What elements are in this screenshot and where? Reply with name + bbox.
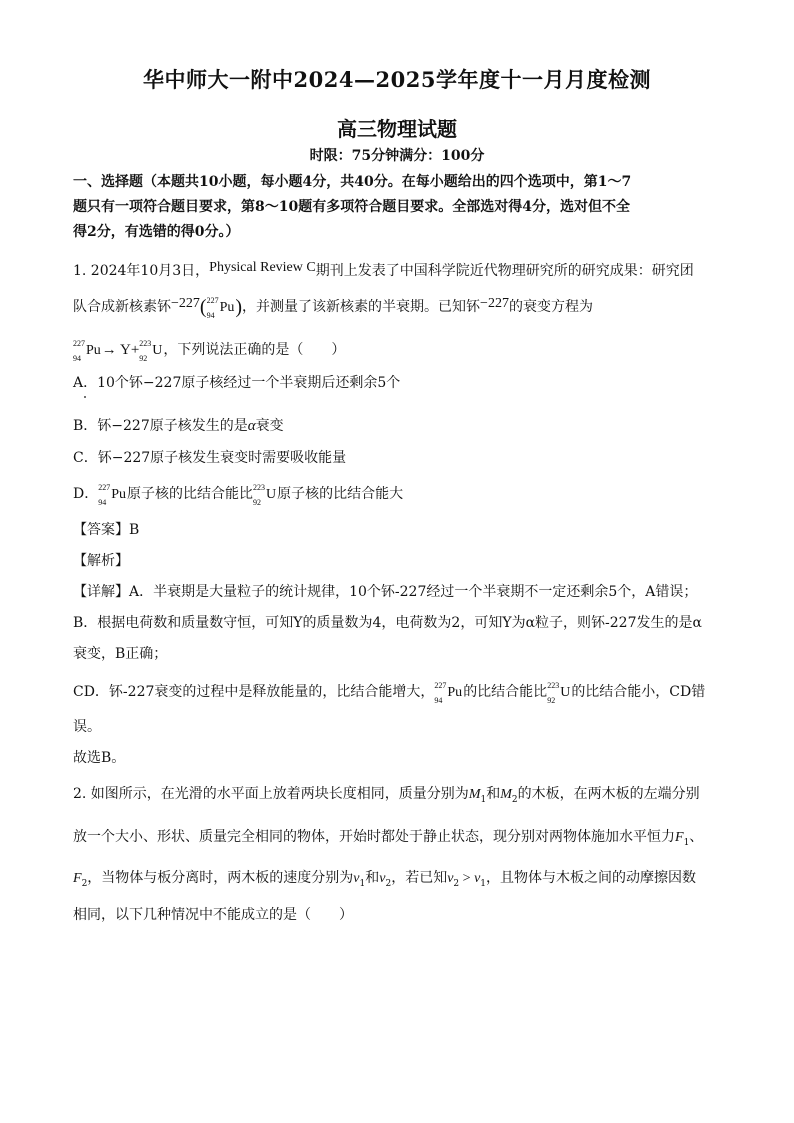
u-isotope-d	[253, 485, 276, 505]
pu-symbol: Pu	[86, 343, 101, 358]
section-instructions-line-2: 题只有一项符合题目要求，第8～10题有多项符合题目要求。全部选对得4分，选对但不全	[73, 199, 630, 215]
q1-line-1	[73, 258, 694, 281]
pu-charge: 94	[206, 311, 215, 320]
u-symbol: U	[152, 343, 163, 358]
q2-text-4: ，当物体与板分离时，两木板的速度分别为	[87, 870, 354, 886]
force-f2: F	[73, 871, 82, 886]
pu-symbol: Pu	[111, 487, 127, 502]
u-symbol: U	[560, 685, 571, 700]
pu-mass: 227	[73, 339, 85, 348]
exam-subtitle: 高三物理试题	[337, 117, 457, 141]
v2-subscript-cmp: 2	[453, 879, 460, 889]
u-charge: 92	[547, 696, 556, 705]
q2-text-2: 的木板，在两木板的左端分别	[517, 786, 700, 802]
q2-and-1: 和	[486, 786, 501, 802]
pu-charge: 94	[434, 696, 443, 705]
detail-4-text-2: 的比结合能比	[463, 684, 548, 700]
u-isotope-cd	[547, 683, 570, 703]
q2-text-3: 放一个大小、形状、质量完全相同的物体，开始时都处于静止状态，现分别对两物体施加水平恒力	[73, 829, 675, 845]
velocity-v1: v	[353, 871, 360, 886]
detail-line-5: 误。	[73, 719, 101, 735]
section-instructions-line-1: 一、选择题（本题共10小题，每小题4分，共40分。在每小题给出的四个选项中，第1～7	[73, 174, 632, 190]
pu-isotope-eq	[73, 341, 101, 361]
detail-4-text-3: 的比结合能小，CD错	[571, 684, 706, 700]
pu-symbol: Pu	[447, 685, 463, 700]
q2-comma: 、	[689, 829, 704, 845]
velocity-v2: v	[379, 871, 386, 886]
f1-subscript: 1	[683, 838, 690, 848]
m1-subscript: 1	[480, 795, 487, 805]
exam-timing: 时限：75分钟满分：100分	[309, 148, 485, 164]
section-instructions-line-3: 得2分，有选错的得0分。）	[73, 224, 240, 240]
pu-symbol: Pu	[219, 300, 235, 315]
pu-isotope	[207, 298, 235, 318]
q2-line-4: 相同，以下几种情况中不能成立的是（ ）	[73, 907, 353, 923]
q1-prompt: ，下列说法正确的是（ ）	[163, 342, 346, 358]
pu-charge: 94	[98, 498, 107, 507]
velocity-v1-cmp: v	[474, 871, 481, 886]
detail-line-1: 【详解】A．半衰期是大量粒子的统计规律，10个钚-227经过一个半衰期不一定还剩余5个，A错误；	[73, 584, 698, 600]
equation-arrow: → Y+	[101, 342, 140, 358]
q2-text-6: ，且物体与木板之间的动摩擦因数	[486, 870, 697, 886]
q1-option-b	[73, 416, 284, 436]
q1-decay-equation	[73, 340, 345, 361]
q2-and-2: 和	[365, 870, 380, 886]
pu-mass: 227	[206, 296, 219, 305]
q1-text-1: 期刊上发表了中国科学院近代物理研究所的研究成果：研究团	[315, 263, 694, 279]
velocity-v2-cmp: v	[447, 871, 454, 886]
answer-label: 【答案】B	[73, 522, 140, 538]
speck	[84, 396, 86, 398]
q2-text-5: ，若已知	[391, 870, 448, 886]
q1-text-4: 的衰变方程为	[508, 299, 593, 315]
q2-line-2	[73, 827, 703, 853]
q1-option-d	[73, 484, 403, 505]
greater-than: >	[459, 871, 475, 886]
u-isotope-eq	[139, 341, 162, 361]
q1-date: 1. 2024年10月3日，	[73, 263, 210, 279]
option-b-text-2: 衰变	[255, 418, 284, 434]
pu-mass: 227	[434, 681, 447, 690]
q1-journal: Physical Review C	[209, 260, 316, 275]
f2-subscript: 2	[81, 879, 88, 889]
u-charge: 92	[139, 354, 148, 363]
force-f1: F	[675, 830, 684, 845]
u-mass: 223	[253, 483, 266, 492]
v1-subscript: 1	[359, 879, 366, 889]
q2-line-1	[73, 784, 700, 810]
detail-line-3: 衰变，B正确；	[73, 646, 168, 662]
option-d-text: 原子核的比结合能比	[127, 486, 254, 502]
pu-isotope-cd	[434, 683, 462, 703]
v1-subscript-cmp: 1	[480, 879, 487, 889]
detail-line-2: B．根据电荷数和质量数守恒，可知Y的质量数为4，电荷数为2，可知Y为α粒子，则钚-227发生的是α	[73, 615, 702, 631]
conclusion: 故选B。	[73, 750, 126, 766]
q1-mass-number-2: −227	[480, 296, 509, 311]
alpha-symbol: α	[247, 418, 256, 434]
q1-text-2: 队合成新核素钚	[73, 299, 171, 315]
pu-isotope-d	[98, 485, 126, 505]
q1-line-2: 队合成新核素钚−227( 227 94 Pu)，并测量了该新核素的半衰期。已知钚−227的衰变方程为	[73, 294, 593, 318]
q2-line-3	[73, 868, 696, 894]
mass-m2: M	[500, 787, 512, 802]
q2-text-1: 2. 如图所示，在光滑的水平面上放着两块长度相同，质量分别为	[73, 786, 469, 802]
mass-m1: M	[468, 787, 481, 802]
m2-subscript: 2	[511, 795, 518, 805]
option-b-text: B．钚−227原子核发生的是	[73, 418, 248, 434]
u-mass: 223	[139, 339, 152, 348]
u-symbol: U	[266, 487, 277, 502]
q1-option-c: C．钚−227原子核发生衰变时需要吸收能量	[73, 450, 347, 466]
detail-line-4	[73, 682, 705, 703]
option-d-label: D．	[73, 486, 99, 502]
pu-mass: 227	[98, 483, 111, 492]
option-d-text-2: 原子核的比结合能大	[277, 486, 404, 502]
pu-charge: 94	[73, 354, 81, 363]
q1-mass-number: −227	[171, 296, 200, 311]
v2-subscript: 2	[385, 879, 392, 889]
detail-4-text: CD．钚-227衰变的过程中是释放能量的，比结合能增大，	[73, 684, 435, 700]
u-mass: 223	[547, 681, 560, 690]
q1-option-a: A．10个钚−227原子核经过一个半衰期后还剩余5个	[73, 375, 401, 391]
q1-text-3: ，并测量了该新核素的半衰期。已知钚	[242, 299, 481, 315]
exam-title: 华中师大一附中2024—2025学年度十一月月度检测	[143, 67, 651, 92]
analysis-label: 【解析】	[73, 553, 129, 569]
u-charge: 92	[253, 498, 262, 507]
